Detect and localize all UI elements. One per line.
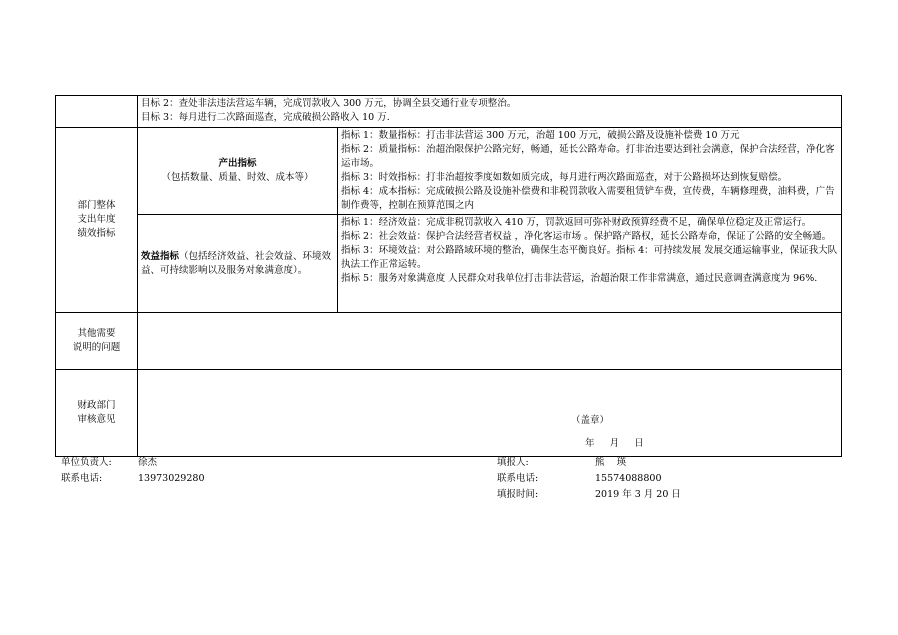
unit-head-label: 单位负责人: bbox=[61, 457, 112, 468]
fill-date-value: 2019 年 3 月 20 日 bbox=[595, 489, 681, 500]
finance-review-label-cell bbox=[56, 370, 138, 457]
goals-cell bbox=[138, 96, 842, 128]
benefit-indicator-label-cell bbox=[138, 215, 338, 313]
filler-value: 熊 瑛 bbox=[595, 457, 627, 468]
benefit-item-4: 指标 4：可持续发展 发展交通运输事业，保证我大队执法工作正常运转。 bbox=[341, 245, 838, 270]
phone-label-left: 联系电话: bbox=[61, 473, 103, 484]
benefit-indicator-items-cell bbox=[338, 215, 842, 313]
finance-review-label-line1: 财政部门 bbox=[77, 400, 116, 411]
output-item-3: 指标 3：时效指标：打非治超按季度如数如质完成，每月进行两次路面巡查，对于公路损坏达到恢复赔偿。 bbox=[341, 172, 788, 183]
benefit-item-2: 指标 2：社会效益：保护合法经营者权益 ，净化客运市场 。保护路产路权，延长公路寿命，保证了公路的安全畅通。 bbox=[341, 231, 832, 242]
finance-review-label-line2: 审核意见 bbox=[77, 414, 116, 425]
other-issues-row bbox=[56, 313, 842, 370]
phone-label-right: 联系电话: bbox=[497, 473, 539, 484]
output-indicator-label-cell bbox=[138, 128, 338, 215]
unit-head-value: 徐杰 bbox=[138, 457, 158, 468]
goals-row bbox=[56, 96, 842, 128]
review-date-line: 年 月 日 bbox=[585, 438, 644, 449]
output-item-4: 指标 4：成本指标：完成破损公路及设施补偿费和非税罚款收入需要租赁铲车费，宣传费，车辆修理费，油料费，广告制作费等，控制在预算范围之内 bbox=[341, 186, 835, 211]
performance-label-cell bbox=[56, 128, 138, 313]
filler-label: 填报人: bbox=[497, 457, 529, 468]
output-indicator-title: 产出指标 bbox=[218, 158, 257, 169]
performance-label-line1: 部门整体 bbox=[77, 200, 116, 211]
stamp-text: （盖章） bbox=[571, 415, 610, 426]
benefit-indicator-desc: （包括经济效益、社会效益、环境效益、可持续影响以及服务对象满意度）。 bbox=[141, 250, 332, 276]
fill-date-label: 填报时间: bbox=[497, 489, 539, 500]
benefit-indicator-title: 效益指标 bbox=[141, 250, 180, 262]
other-issues-label-cell bbox=[56, 313, 138, 370]
goal-2-text: 目标 2：查处非法违法营运车辆，完成罚款收入 300 万元，协调全县交通行业专项整治。 bbox=[141, 98, 517, 109]
other-issues-label-line2: 说明的问题 bbox=[72, 342, 121, 353]
goal-3-text: 目标 3：每月进行二次路面巡查，完成破损公路收入 10 万. bbox=[141, 112, 390, 123]
output-item-1: 指标 1：数量指标：打击非法营运 300 万元，治超 100 万元，破损公路及设施补偿费 10 万元 bbox=[341, 130, 740, 141]
benefit-item-5: 指标 5：服务对象满意度 人民群众对我单位打击非法营运，治超治限工作非常满意，通过民意调查满意度为 96%. bbox=[341, 273, 818, 284]
finance-review-content-cell bbox=[138, 370, 842, 457]
benefit-indicator-row bbox=[56, 215, 842, 313]
output-indicator-items-cell bbox=[338, 128, 842, 215]
performance-label-line2: 支出年度 bbox=[77, 214, 116, 225]
goals-label-cell bbox=[56, 96, 138, 128]
benefit-item-1: 指标 1：经济效益：完成非税罚款收入 410 万，罚款返回可弥补财政预算经费不足，确保单位稳定及正常运行。 bbox=[341, 217, 812, 228]
benefit-item-3: 指标 3：环境效益：对公路路域环境的整治，确保生态平衡良好。 bbox=[341, 245, 617, 256]
phone-value-right: 15574088800 bbox=[595, 473, 662, 484]
finance-review-row bbox=[56, 370, 842, 457]
performance-label-line3: 绩效指标 bbox=[77, 228, 116, 239]
phone-value-left: 13973029280 bbox=[138, 473, 205, 484]
performance-table bbox=[55, 95, 842, 457]
output-indicator-desc: （包括数量、质量、时效、成本等） bbox=[161, 172, 314, 183]
output-indicator-row bbox=[56, 128, 842, 215]
other-issues-label-line1: 其他需要 bbox=[77, 328, 116, 339]
output-item-2: 指标 2：质量指标：治超治限保护公路完好，畅通，延长公路寿命。打非治违要达到社会满意，保护合法经营，净化客运市场。 bbox=[341, 144, 835, 169]
other-issues-content-cell bbox=[138, 313, 842, 370]
